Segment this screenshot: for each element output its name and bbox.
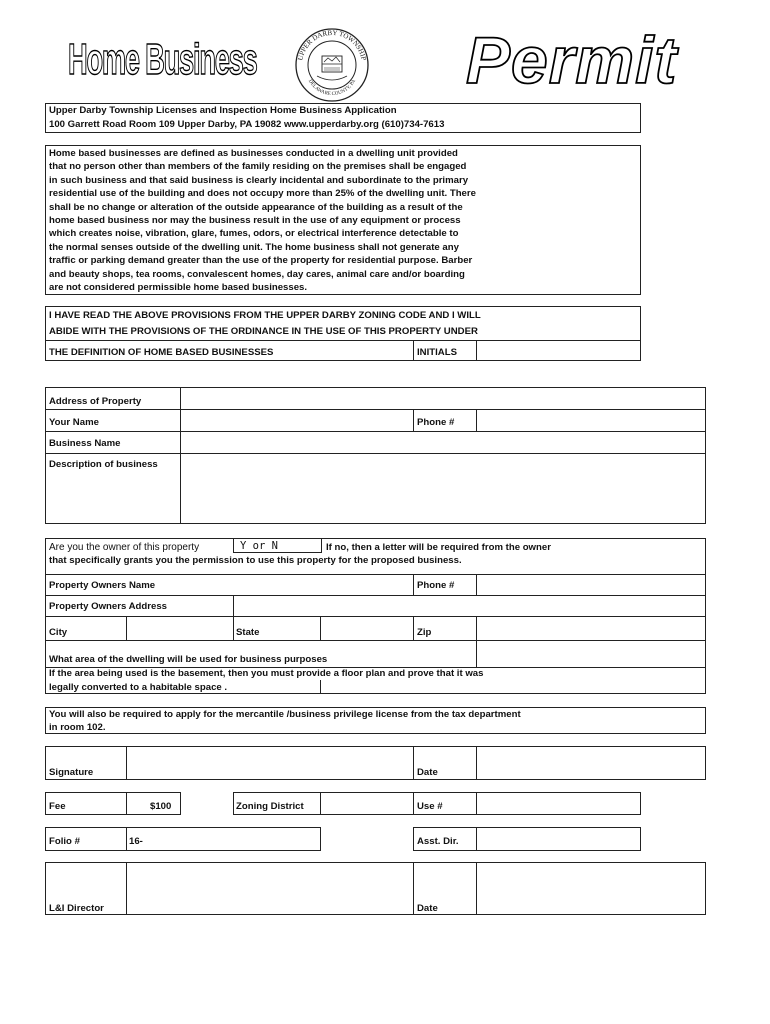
fee-label: Fee xyxy=(49,801,66,812)
folio-label: Folio # xyxy=(49,836,80,847)
owner-phone-label: Phone # xyxy=(417,580,455,591)
zip-field[interactable] xyxy=(478,617,704,639)
description-label: Description of business xyxy=(49,459,158,470)
state-label: State xyxy=(236,627,260,638)
owners-name-field[interactable] xyxy=(182,575,412,594)
director-signature-field[interactable] xyxy=(128,863,412,914)
definition-line: are not considered permissible home based businesses. xyxy=(49,282,308,294)
mercantile-line-2: in room 102. xyxy=(49,722,106,733)
definition-line: home based business nor may the business result in the use of any equipment or process xyxy=(49,215,461,227)
phone-field[interactable] xyxy=(478,410,704,430)
owner-if-no: If no, then a letter will be required from the owner xyxy=(326,542,551,553)
folio-box xyxy=(45,827,321,851)
business-name-field[interactable] xyxy=(182,432,704,452)
your-name-field[interactable] xyxy=(182,410,412,430)
definition-line: Home based businesses are defined as businesses conducted in a dwelling unit provided xyxy=(49,148,458,159)
definition-line: that no person other than members of the family residing on the premises shall be engaged xyxy=(49,161,467,173)
city-field[interactable] xyxy=(128,617,232,639)
owner-yn[interactable]: Y or N xyxy=(240,540,278,552)
owners-address-field[interactable] xyxy=(235,596,704,615)
zip-label: Zip xyxy=(417,627,432,638)
definition-line: shall be no change or alteration of the outside appearance of the building as a result of the xyxy=(49,201,463,213)
zoning-field[interactable] xyxy=(322,793,412,814)
owner-line-2: that specifically grants you the permission to use this property for the proposed business. xyxy=(49,555,462,566)
director-label: L&I Director xyxy=(49,903,104,914)
definition-line: in such business and that said business is clearly incidental and subordinate to the primary xyxy=(49,174,469,186)
use-field[interactable] xyxy=(478,793,640,814)
definition-line: traffic or parking demand greater than the use of the property for residential purpose. Barber xyxy=(49,255,473,267)
owners-name-label: Property Owners Name xyxy=(49,580,156,591)
zoning-label: Zoning District xyxy=(236,801,304,812)
your-name-label: Your Name xyxy=(49,417,99,428)
initials-field[interactable] xyxy=(478,341,640,360)
use-label: Use # xyxy=(417,801,443,812)
area-field[interactable] xyxy=(478,641,704,666)
asst-dir-label: Asst. Dir. xyxy=(417,836,459,847)
description-field[interactable] xyxy=(182,454,704,523)
owners-address-label: Property Owners Address xyxy=(49,601,168,612)
definition-line: residential use of the building and does not occupy more than 25% of the dwelling unit. There xyxy=(49,188,476,200)
acknowledge-line-1: I HAVE READ THE ABOVE PROVISIONS FROM THE UPPER DARBY ZONING CODE AND I WILL xyxy=(49,310,481,321)
seal-bottom-text: DELAWARE COUNTY, PA xyxy=(306,79,358,98)
definition-line: the normal senses outside of the dwelling unit. The home business shall not generate any xyxy=(49,241,459,253)
area-question: What area of the dwelling will be used for business purposes xyxy=(49,654,328,665)
city-label: City xyxy=(49,627,68,638)
owner-phone-field[interactable] xyxy=(478,575,704,594)
signature-date-field[interactable] xyxy=(478,747,704,779)
business-name-label: Business Name xyxy=(49,438,121,449)
owner-question: Are you the owner of this property xyxy=(49,542,200,553)
area-line-2: If the area being used is the basement, then you must provide a floor plan and prove that it was xyxy=(49,668,484,679)
area-line-3: legally converted to a habitable space . xyxy=(49,682,228,693)
state-field[interactable] xyxy=(322,617,412,639)
acknowledge-line-2: ABIDE WITH THE PROVISIONS OF THE ORDINANCE IN THE USE OF THIS PROPERTY UNDER xyxy=(49,326,478,337)
mercantile-line-1: You will also be required to apply for the mercantile /business privilege license from the tax department xyxy=(49,709,521,720)
address-field[interactable] xyxy=(182,388,704,408)
definition-line: which creates noise, vibration, glare, fumes, odors, or electrical interference detectable to xyxy=(49,228,459,240)
definition-paragraph xyxy=(49,147,476,294)
address-label: Address of Property xyxy=(49,396,142,407)
initials-label: INITIALS xyxy=(417,347,457,358)
fee-value: $100 xyxy=(150,801,172,812)
header-line-1: Upper Darby Township Licenses and Inspection Home Business Application xyxy=(49,105,397,116)
township-seal xyxy=(287,26,377,104)
signature-date-label: Date xyxy=(417,767,438,778)
acknowledge-line-3: THE DEFINITION OF HOME BASED BUSINESSES xyxy=(49,347,274,358)
asst-dir-field[interactable] xyxy=(478,828,640,850)
director-date-label: Date xyxy=(417,903,438,914)
signature-label: Signature xyxy=(49,767,94,778)
title-permit: Permit xyxy=(466,23,678,97)
folio-value[interactable]: 16- xyxy=(129,836,143,847)
title-home-business: Home Business xyxy=(68,35,257,84)
header-line-2: 100 Garrett Road Room 109 Upper Darby, PA 19082 www.upperdarby.org (610)734-7613 xyxy=(49,119,445,130)
director-date-field[interactable] xyxy=(478,863,704,914)
seal-top-text: UPPER DARBY TOWNSHIP xyxy=(296,28,368,62)
definition-line: and beauty shops, tea rooms, convalescent homes, day cares, animal care and/or boarding xyxy=(49,268,465,280)
signature-field[interactable] xyxy=(128,747,412,779)
phone-label: Phone # xyxy=(417,417,455,428)
